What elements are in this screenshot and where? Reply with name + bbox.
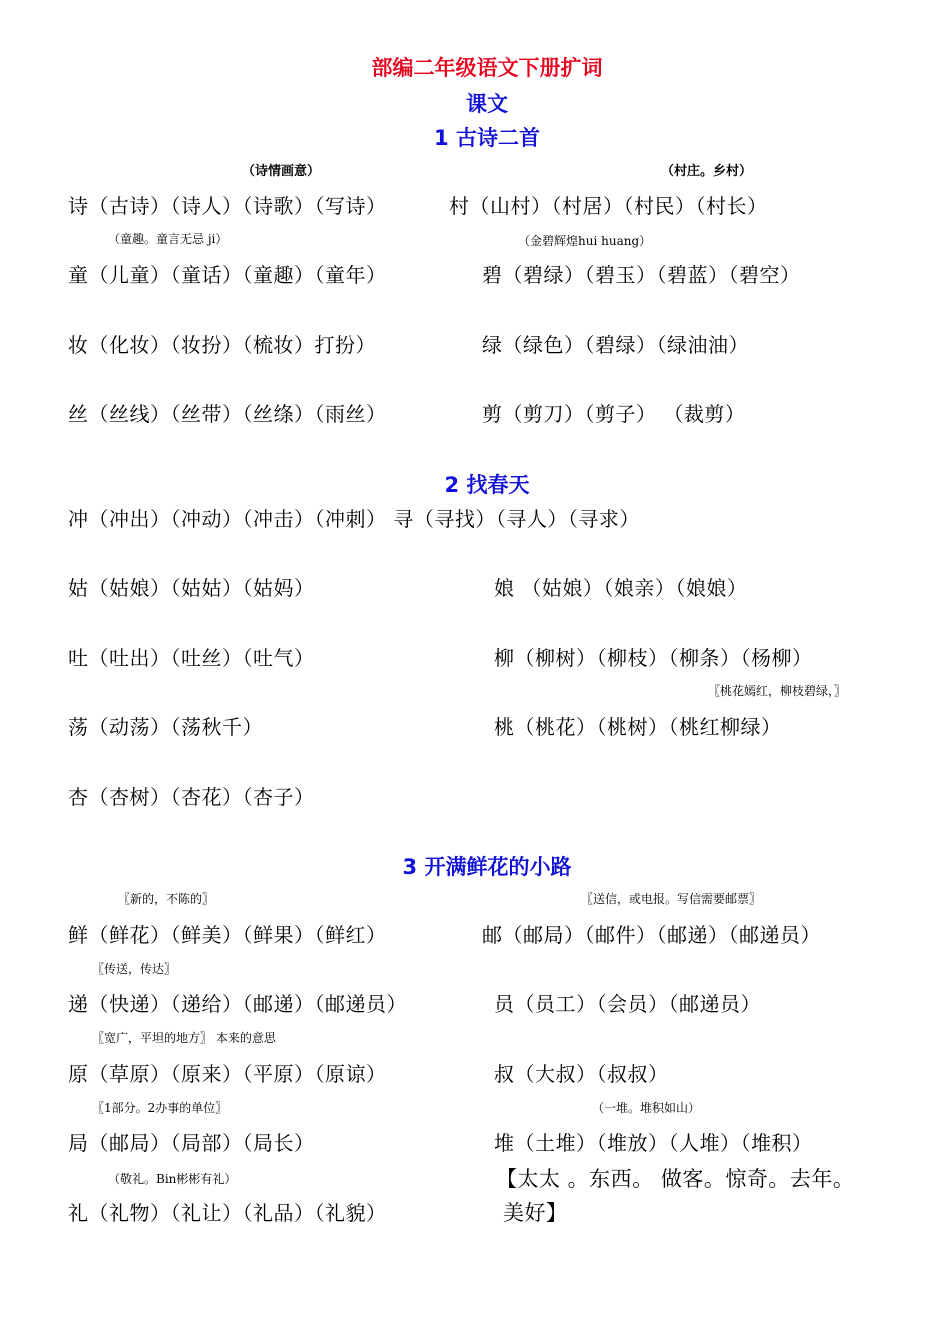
note: 〖1部分。2办事的单位〗 [92,1101,228,1115]
note: 〖桃花嫣红，柳枝碧绿，〗 [708,684,847,698]
note: （村庄。乡村） [661,164,753,179]
page-title: 部编二年级语文下册扩词 [371,56,603,80]
note: （童趣。童言无忌 ji） [108,232,228,246]
lesson-1-heading: 1 古诗二首 [434,126,540,150]
word-row: 杏（杏树）（杏花）（杏子） [68,785,315,809]
word-row: 堆（土堆）（堆放）（人堆）（堆积） [494,1131,813,1155]
word-row: 叔（大叔）（叔叔） [494,1062,669,1086]
word-row: 村（山村）（村居）（村民）（村长） [449,194,768,218]
word-row: 妆（化妆）（妆扮）（梳妆）打扮） [68,333,376,357]
note: （金碧辉煌hui huang） [518,234,652,248]
word-row: 荡（动荡）（荡秋千） [68,715,263,739]
lesson-3-heading: 3 开满鲜花的小路 [402,855,572,879]
word-row: 原（草原）（原来）（平原）（原谅） [68,1062,387,1086]
word-row: 局（邮局）（局部）（局长） [68,1131,315,1155]
note: 〖宽广，平坦的地方〗 本来的意思 [92,1031,276,1045]
word-row: 员（员工）（会员）（邮递员） [494,992,761,1016]
word-row: 碧（碧绿）（碧玉）（碧蓝）（碧空） [482,263,801,287]
word-row: 冲（冲出）（冲动）（冲击）（冲刺） 寻（寻找）（寻人）（寻求） [68,507,640,531]
word-row: 礼（礼物）（礼让）（礼品）（礼貌） [68,1201,387,1225]
word-row: 鲜（鲜花）（鲜美）（鲜果）（鲜红） [68,923,387,947]
page-subtitle: 课文 [466,92,508,116]
word-row: 递（快递）（递给）（邮递）（邮递员） [68,992,407,1016]
word-row: 娘 （姑娘）（娘亲）（娘娘） [494,576,748,600]
note: （敬礼。Bin彬彬有礼） [108,1172,237,1186]
word-row: 丝（丝线）（丝带）（丝绦）（雨丝） [68,402,387,426]
bracket-note-line: 【太太 。东西。 做客。惊奇。去年。 [496,1167,855,1191]
word-row: 剪（剪刀）（剪子） （裁剪） [482,402,746,426]
lesson-2-heading: 2 找春天 [444,473,530,497]
word-row: 绿（绿色）（碧绿）（绿油油） [482,333,749,357]
note: （诗情画意） [242,164,321,179]
word-row: 诗（古诗）（诗人）（诗歌）（写诗） [68,194,387,218]
note: 〖送信，或电报。写信需要邮票〗 [581,892,762,906]
bracket-note-line: 美好】 [503,1201,568,1225]
word-row: 桃（桃花）（桃树）（桃红柳绿） [494,715,782,739]
word-row: 姑（姑娘）（姑姑）（姑妈） [68,576,315,600]
note: 〖新的，不陈的〗 [118,892,215,906]
word-row: 柳（柳树）（柳枝）（柳条）（杨柳） [494,646,813,670]
word-row: 邮（邮局）（邮件）（邮递）（邮递员） [482,923,821,947]
word-row: 吐（吐出）（吐丝）（吐气） [68,646,315,670]
word-row: 童（儿童）（童话）（童趣）（童年） [68,263,387,287]
note: （一堆。堆积如山） [592,1101,701,1115]
note: 〖传送，传达〗 [92,962,177,976]
